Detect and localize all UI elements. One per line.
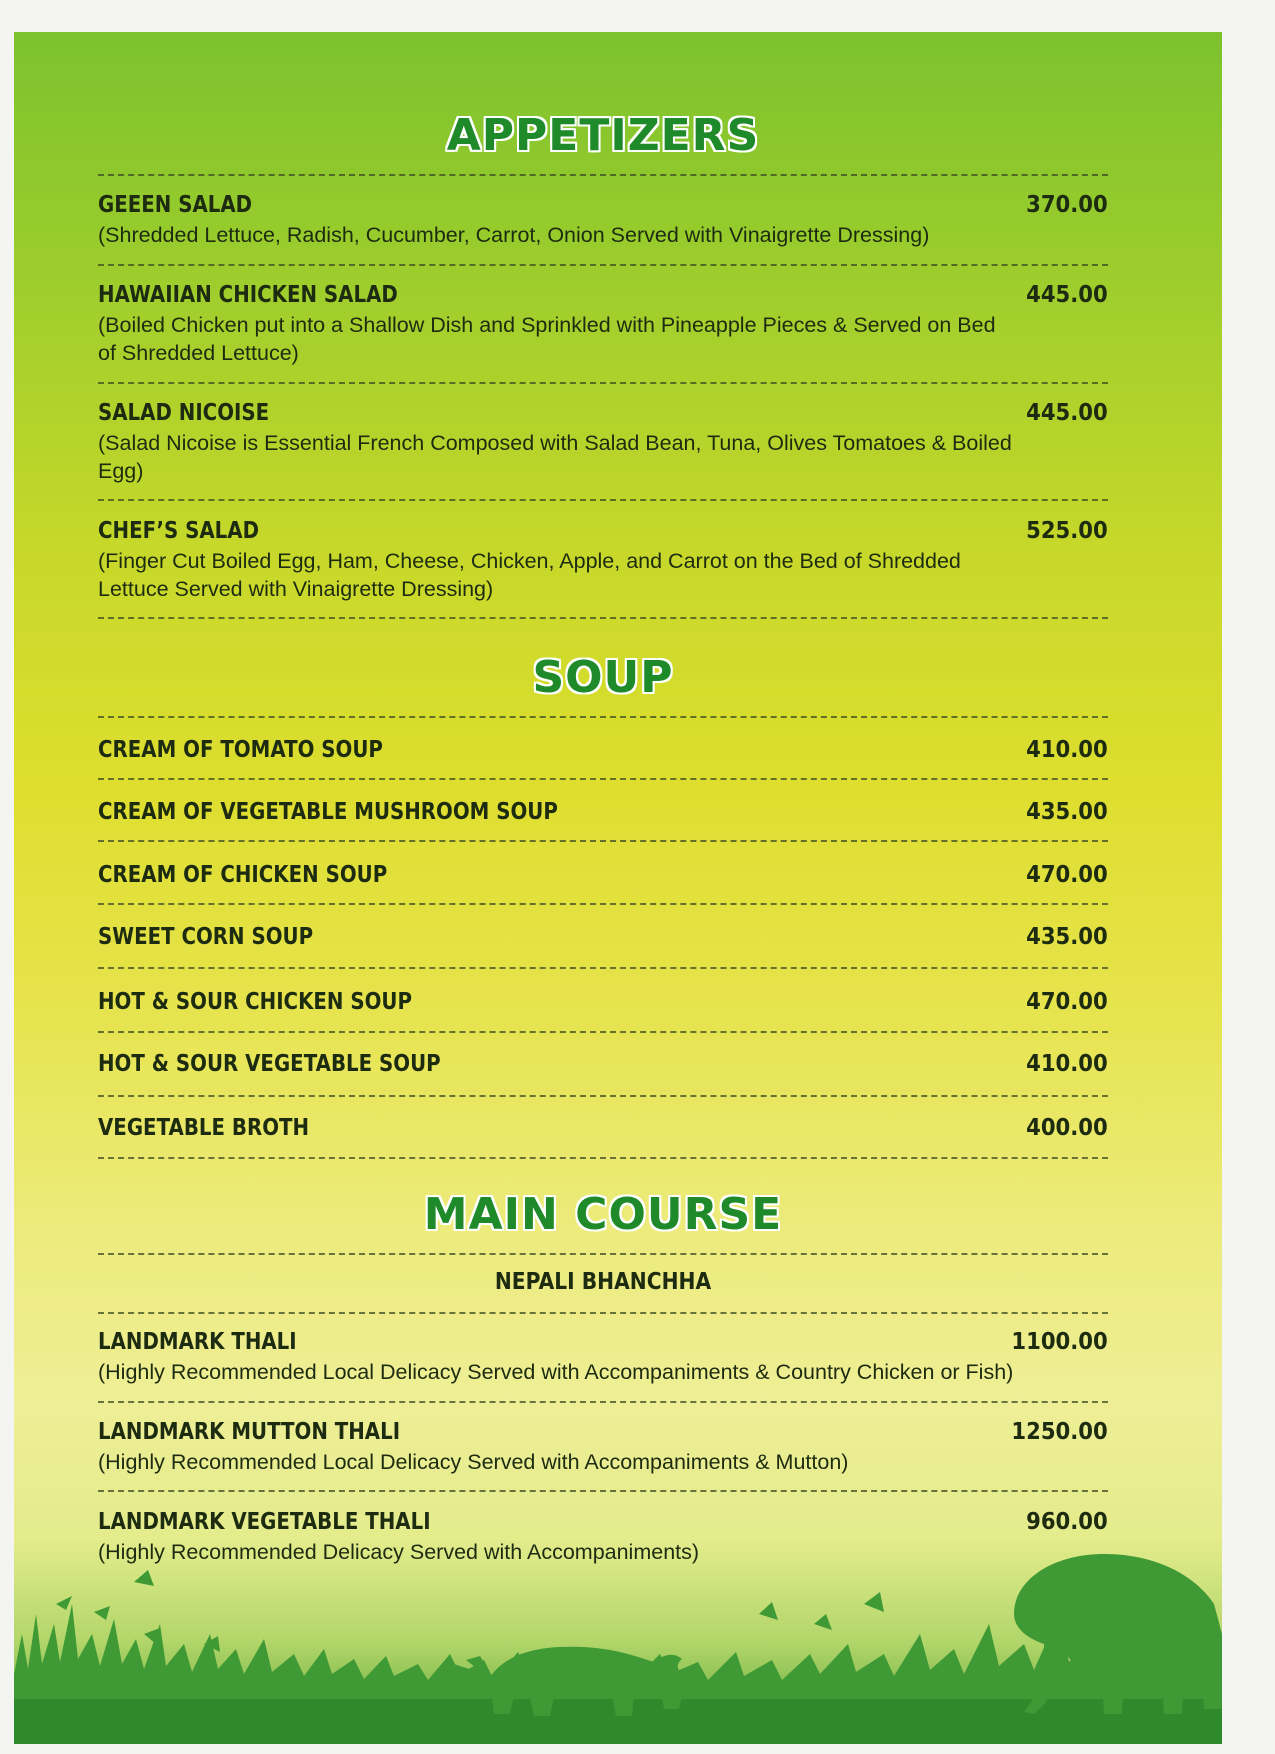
menu-page <box>14 32 1222 1744</box>
item-name: LANDMARK MUTTON THALI <box>98 1419 401 1445</box>
divider <box>98 264 1108 266</box>
divider <box>98 967 1108 969</box>
item-price: 470.00 <box>1026 989 1108 1015</box>
item-name: HOT & SOUR CHICKEN SOUP <box>98 989 412 1015</box>
divider <box>98 1031 1108 1033</box>
item-name: GEEEN SALAD <box>98 192 253 218</box>
item-price: 1100.00 <box>1011 1329 1108 1355</box>
appetizers-title: APPETIZERS <box>446 110 760 161</box>
divider <box>98 1312 1108 1314</box>
divider <box>98 1401 1108 1403</box>
item-description: (Salad Nicoise is Essential French Composed with Salad Bean, Tuna, Olives Tomatoes & Boiled Egg) <box>98 431 1012 483</box>
item-description: (Highly Recommended Local Delicacy Served with Accompaniments & Mutton) <box>98 1450 849 1474</box>
item-name: HAWAIIAN CHICKEN SALAD <box>98 282 398 308</box>
divider <box>98 617 1108 619</box>
item-name: SALAD NICOISE <box>98 400 270 426</box>
divider <box>98 1157 1108 1159</box>
divider <box>98 716 1108 718</box>
item-price: 410.00 <box>1026 1051 1108 1077</box>
divider <box>98 382 1108 384</box>
divider <box>98 1253 1108 1255</box>
item-price: 525.00 <box>1026 518 1108 544</box>
item-description: (Shredded Lettuce, Radish, Cucumber, Carrot, Onion Served with Vinaigrette Dressing) <box>98 223 930 247</box>
item-description: (Finger Cut Boiled Egg, Ham, Cheese, Chicken, Apple, and Carrot on the Bed of Shredded Lettuce Served with Vinaigrette Dressing) <box>98 549 961 601</box>
item-price: 410.00 <box>1026 737 1108 763</box>
divider <box>98 903 1108 905</box>
item-price: 370.00 <box>1026 192 1108 218</box>
item-name: CREAM OF VEGETABLE MUSHROOM SOUP <box>98 799 558 825</box>
main-course-title: MAIN COURSE <box>423 1189 783 1240</box>
item-price: 445.00 <box>1026 400 1108 426</box>
item-price: 400.00 <box>1026 1115 1108 1141</box>
item-description: (Boiled Chicken put into a Shallow Dish and Sprinkled with Pineapple Pieces & Served on Bed of Shredded Lettuce) <box>98 313 996 365</box>
divider <box>98 499 1108 501</box>
item-price: 435.00 <box>1026 924 1108 950</box>
item-price: 960.00 <box>1026 1509 1108 1535</box>
item-description: (Highly Recommended Local Delicacy Served with Accompaniments & Country Chicken or Fish) <box>98 1360 1014 1384</box>
item-name: CREAM OF TOMATO SOUP <box>98 737 383 763</box>
divider <box>98 174 1108 176</box>
wildlife-scene <box>14 1484 1222 1744</box>
item-name: CREAM OF CHICKEN SOUP <box>98 862 388 888</box>
item-description: (Highly Recommended Delicacy Served with Accompaniments) <box>98 1540 700 1564</box>
item-price: 1250.00 <box>1011 1419 1108 1445</box>
item-name: LANDMARK VEGETABLE THALI <box>98 1509 431 1535</box>
divider <box>98 778 1108 780</box>
item-name: VEGETABLE BROTH <box>98 1115 310 1141</box>
divider <box>98 1095 1108 1097</box>
item-name: HOT & SOUR VEGETABLE SOUP <box>98 1051 441 1077</box>
item-price: 445.00 <box>1026 282 1108 308</box>
divider <box>98 840 1108 842</box>
subsection-title: NEPALI BHANCHHA <box>494 1269 712 1295</box>
item-name: CHEF’S SALAD <box>98 518 259 544</box>
item-name: LANDMARK THALI <box>98 1329 297 1355</box>
soup-title: SOUP <box>532 652 674 703</box>
item-name: SWEET CORN SOUP <box>98 924 314 950</box>
item-price: 435.00 <box>1026 799 1108 825</box>
item-price: 470.00 <box>1026 862 1108 888</box>
bird-silhouette <box>56 1570 884 1652</box>
